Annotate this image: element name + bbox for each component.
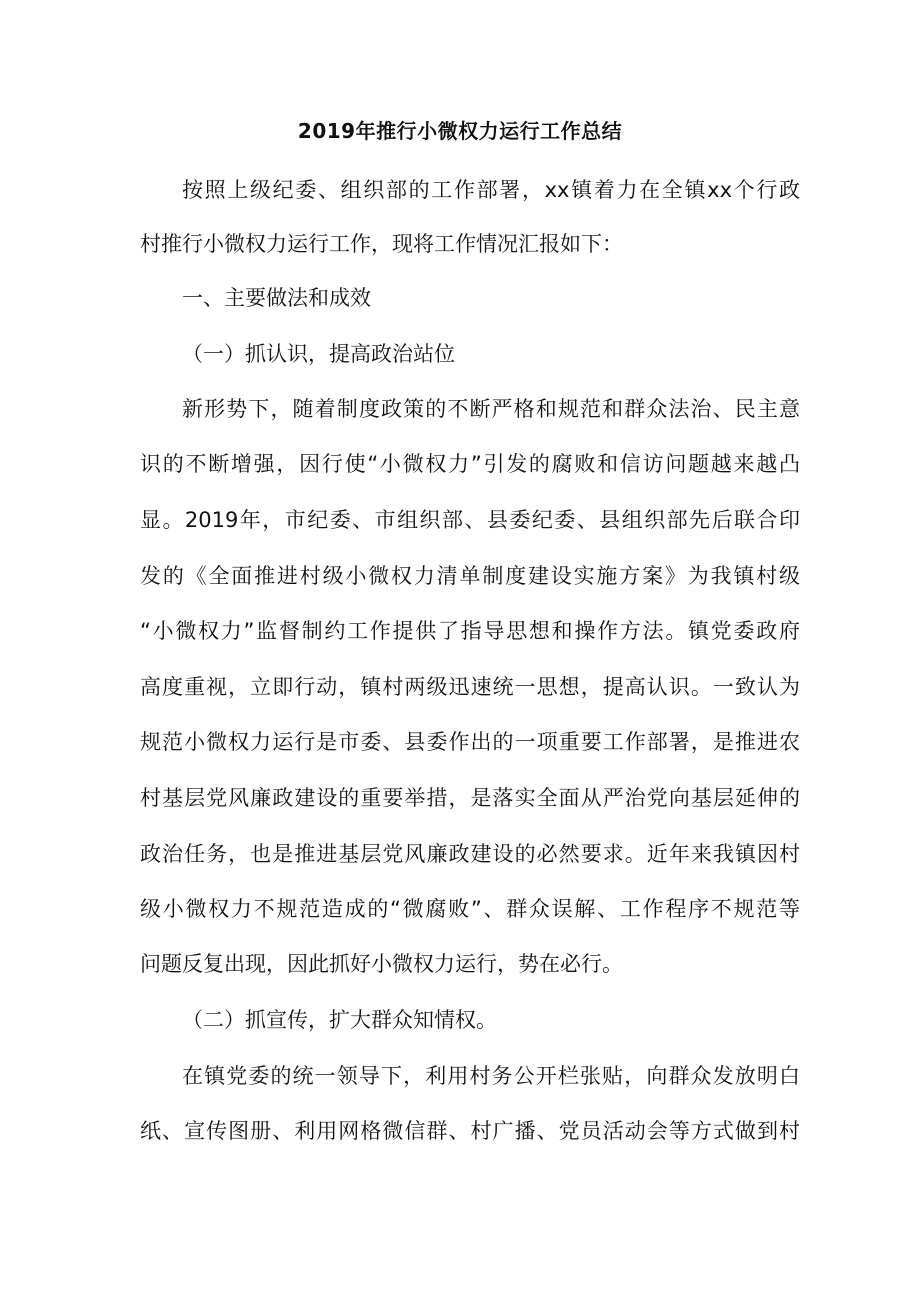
- paragraph-line: 规范小微权力运行是市委、县委作出的一项重要工作部署，是推进农: [140, 730, 800, 754]
- paragraph-line: 显。2019年，市纪委、市组织部、县委纪委、县组织部先后联合印: [140, 508, 800, 532]
- paragraph-line: 纸、宣传图册、利用网格微信群、村广播、党员活动会等方式做到村: [140, 1119, 800, 1143]
- paragraph-line: 识的不断增强，因行使“小微权力”引发的腐败和信访问题越来越凸: [140, 452, 800, 476]
- paragraph-line: 村推行小微权力运行工作，现将工作情况汇报如下：: [140, 232, 623, 256]
- section-heading: 一、主要做法和成效: [182, 286, 371, 310]
- paragraph-line: 村基层党风廉政建设的重要举措，是落实全面从严治党向基层延伸的: [140, 786, 800, 810]
- paragraph-line: 发的《全面推进村级小微权力清单制度建设实施方案》为我镇村级: [140, 564, 800, 588]
- paragraph-line: 在镇党委的统一领导下，利用村务公开栏张贴，向群众发放明白: [182, 1064, 800, 1088]
- document-title: 2019年推行小微权力运行工作总结: [297, 119, 623, 143]
- paragraph-line: 按照上级纪委、组织部的工作部署，xx镇着力在全镇xx个行政: [182, 178, 800, 202]
- paragraph-line: 问题反复出现，因此抓好小微权力运行，势在必行。: [140, 952, 623, 976]
- paragraph-line: 高度重视，立即行动，镇村两级迅速统一思想，提高认识。一致认为: [140, 675, 800, 699]
- paragraph-line: 级小微权力不规范造成的“微腐败”、群众误解、工作程序不规范等: [140, 897, 800, 921]
- subsection-heading: （二）抓宣传，扩大群众知情权。: [182, 1008, 497, 1032]
- paragraph-line: “小微权力”监督制约工作提供了指导思想和操作方法。镇党委政府: [140, 619, 800, 643]
- subsection-heading: （一）抓认识，提高政治站位: [182, 342, 455, 366]
- paragraph-line: 政治任务，也是推进基层党风廉政建设的必然要求。近年来我镇因村: [140, 842, 800, 866]
- paragraph-line: 新形势下，随着制度政策的不断严格和规范和群众法治、民主意: [182, 397, 800, 421]
